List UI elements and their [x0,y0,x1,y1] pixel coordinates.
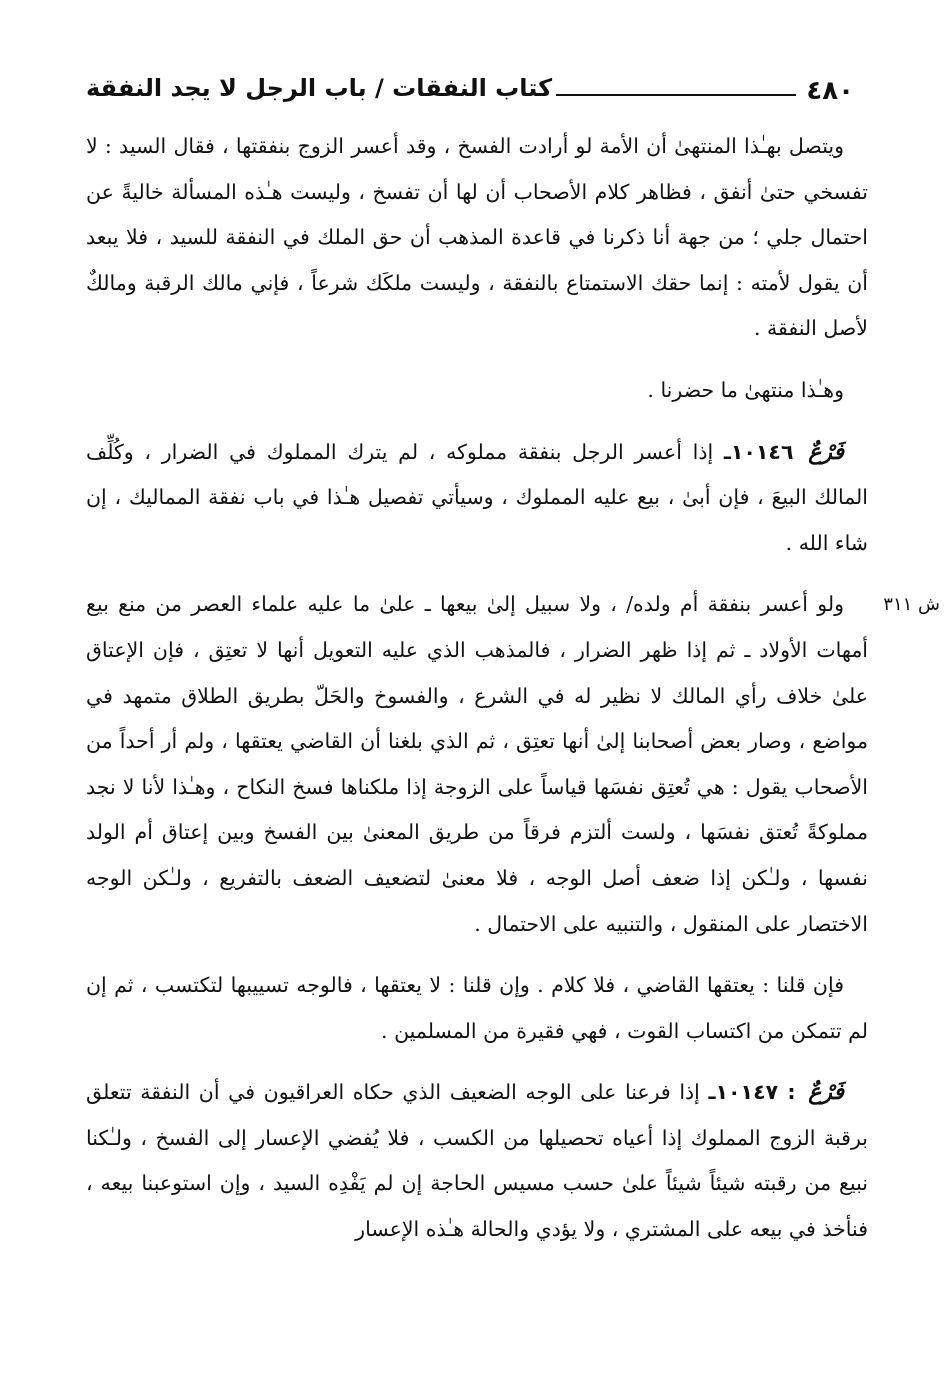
paragraph-3-text: إذا أعسر الرجل بنفقة مملوكه ، لم يترك المملوك في الضرار ، وكُلِّف المالك البيعَ ، فإن أبىٰ ، بيع عليه المملوك ، وسيأتي تفصيل هـٰذا في باب نفقة المماليك ، إن شاء الله . [86,439,868,555]
body-text [86,124,868,1253]
paragraph-4: ولو أعسر بنفقة أم ولده/ ، ولا سبيل إلىٰ بيعها ـ علىٰ ما عليه علماء العصر من منع بيع أمهات الأولاد ـ ثم إذا ظهر الضرار ، فالمذهب الذي عليه التعويل أنها لا تعتِق ، فإن الإعتاق علىٰ خلاف رأي المالك لا نظير له في الشرع ، والفسوخ والحَلّ بطريق الطلاق متمهد في مواضع ، وصار بعض أصحابنا إلىٰ أنها تعتِق ، ثم الذي بلغنا أن القاضي يعتقها ، ولم أر أحداً من الأصحاب يقول : هي تُعتِق نفسَها قياساً على الزوجة إذا ملكناها فسخ النكاح ، وهـٰذا لأنا لا نجد مملوكةً تُعتق نفسَها ، ولست ألتزم فرقاً من طريق المعنىٰ بين الفسخ وبين إعتاق أم الولد نفسها ، ولـٰكن إذا ضعف أصل الوجه ، فلا معنىٰ لتضعيف الضعف بالتفريع ، ولـٰكن الوجه الاختصار على المنقول ، والتنبيه على الاحتمال . [86,592,868,936]
paragraph-6-text: إذا فرعنا على الوجه الضعيف الذي حكاه العراقيون في أن النفقة تتعلق برقبة الزوج المملوك إذا أعياه تحصيلها من الكسب ، فلا يُفضي الإعسار إلى الفسخ ، ولـٰكنا نبيع من رقبته شيئاً شيئاً علىٰ حسب مسيس الحاجة إن لم يَفْدِه السيد ، وإن استوعبنا بيعه ، فنأخذ في بيعه على المشتري ، ولا يؤدي والحالة هـٰذه الإعسار [86,1080,868,1242]
paragraph-1: ويتصل بهـٰذا المنتهىٰ أن الأمة لو أرادت الفسخ ، وقد أعسر الزوج بنفقتها ، فقال السيد : لا تفسخي حتىٰ أنفق ، فظاهر كلام الأصحاب أن لها أن تفسخ ، وليست هـٰذه المسألة خاليةً عن احتمال جلي ؛ من جهة أنا ذكرنا في قاعدة المذهب أن حق الملك في النفقة للسيد ، فلا يبعد أن يقول لأمته : إنما حقك الاستمتاع بالنفقة ، وليست ملكَك شرعاً ، فإني مالك الرقبة ومالكٌ لأصل النفقة . [86,134,868,341]
page-number: ٤٨٠ [806,76,854,106]
far-label: فَرْعٌ [808,438,844,465]
paragraph-2: وهـٰذا منتهىٰ ما حضرنا . [647,377,844,402]
running-header [86,70,854,110]
issue-number: ١٠١٤٦ـ [723,439,794,464]
issue-number: : ١٠١٤٧ـ [708,1080,796,1105]
paragraph-3 [86,430,868,567]
paragraph-6 [86,1070,868,1252]
chapter-title: كتاب النفقات / باب الرجل لا يجد النفقة [86,74,553,102]
header-rule [556,94,796,96]
margin-folio-note: ش ٣١١ [883,594,940,615]
far-label: فَرْعٌ [808,1079,844,1106]
paragraph-5: فإن قلنا : يعتقها القاضي ، فلا كلام . وإن قلنا : لا يعتقها ، فالوجه تسييبها لتكتسب ، ثم إن لم تتمكن من اكتساب القوت ، فهي فقيرة من المسلمين . [86,973,868,1043]
